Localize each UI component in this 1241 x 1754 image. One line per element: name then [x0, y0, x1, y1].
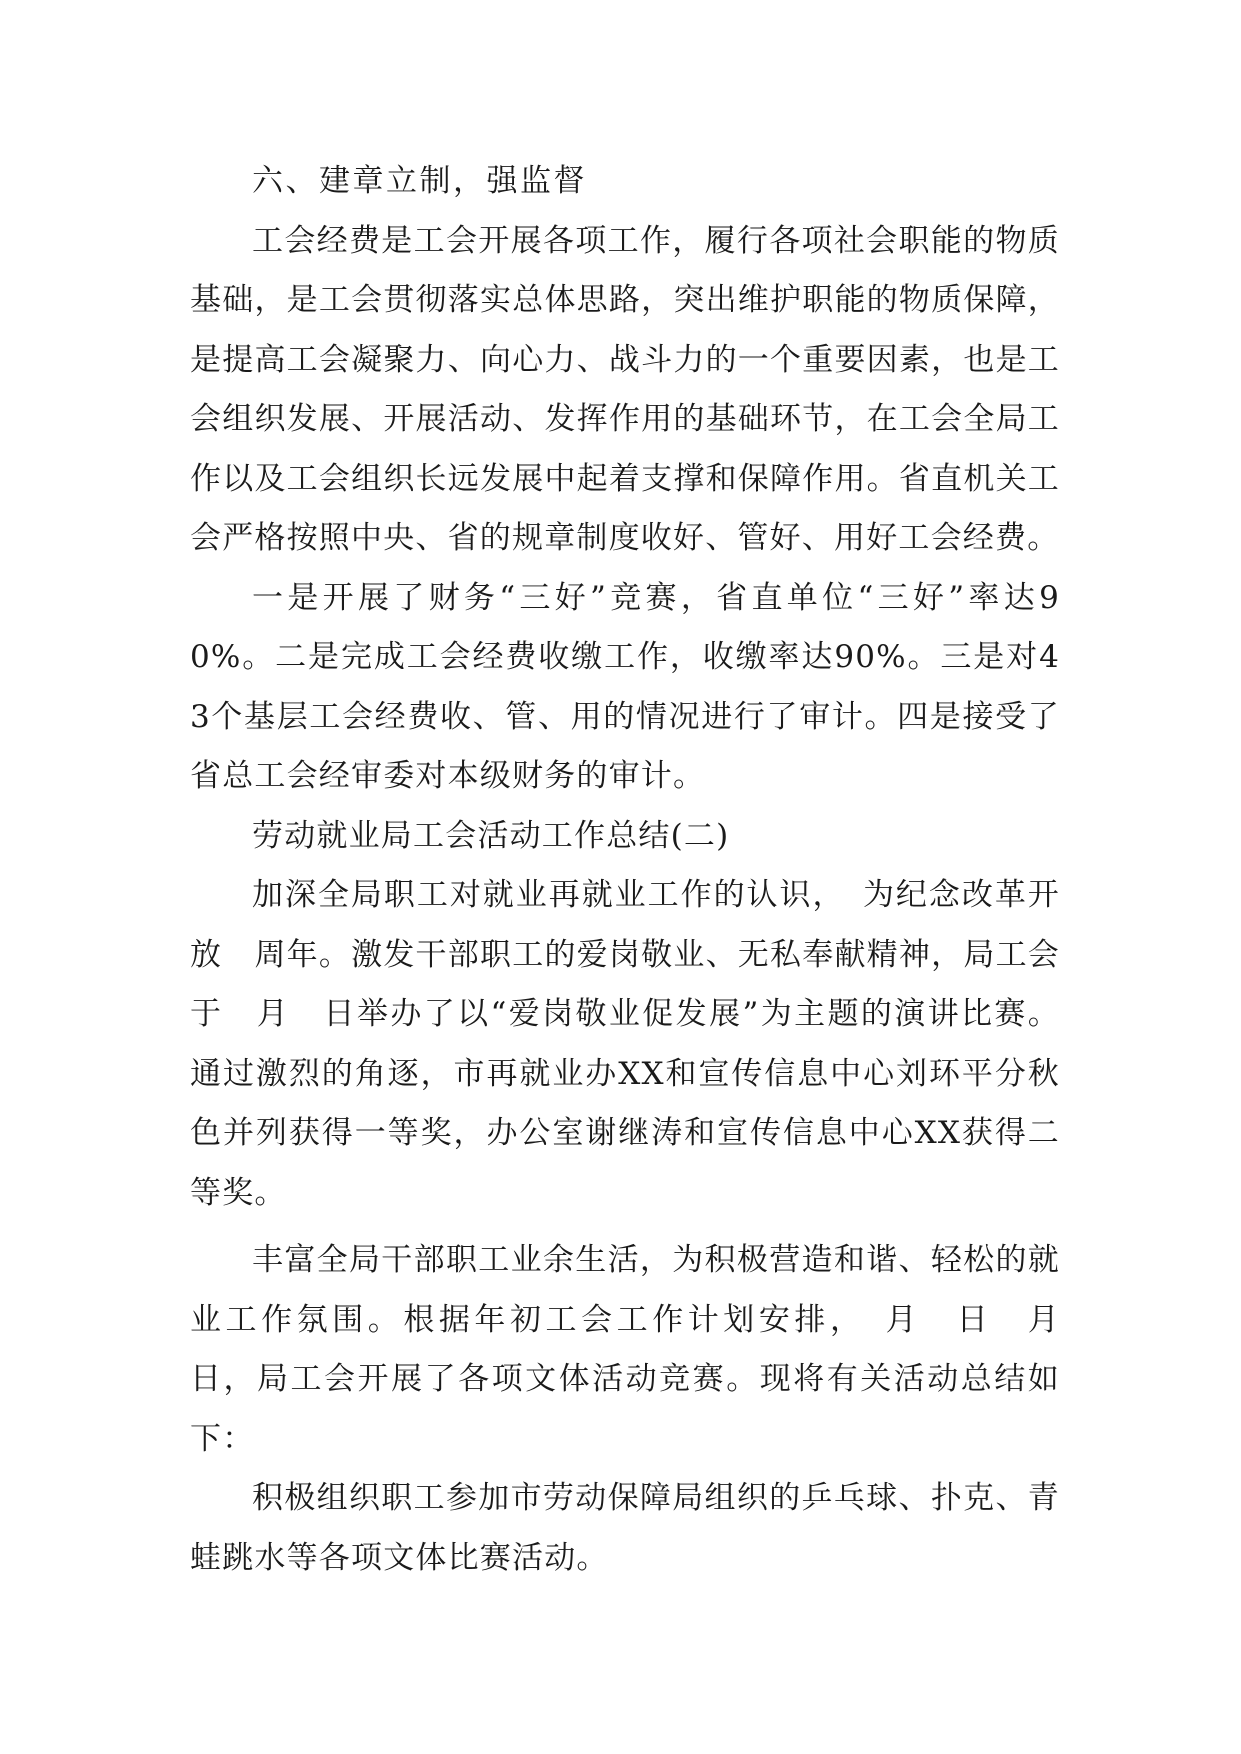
paragraph-fund-results: 一是开展了财务“三好”竞赛，省直单位“三好”率达90%。二是完成工会经费收缴工作，收缴率达90%。三是对43个基层工会经费收、管、用的情况进行了审计。四是接受了省总工会经审委对本级财务的审计。	[190, 579, 1060, 794]
paragraph-sports-events: 积极组织职工参加市劳动保障局组织的乒乓球、扑克、青蛙跳水等各项文体比赛活动。	[190, 1480, 1060, 1576]
document-subtitle: 劳动就业局工会活动工作总结(二)	[252, 817, 730, 854]
document-body	[190, 152, 1093, 1588]
paragraph-cultural-activities: 丰富全局干部职工业余生活，为积极营造和谐、轻松的就业工作氛围。根据年初工会工作计划安排， 月 日 月 日，局工会开展了各项文体活动竞赛。现将有关活动总结如下：	[190, 1242, 1093, 1457]
section-heading: 六、建章立制，强监督	[252, 163, 587, 199]
paragraph-fund-intro: 工会经费是工会开展各项工作，履行各项社会职能的物质基础，是工会贯彻落实总体思路，突出维护职能的物质保障，是提高工会凝聚力、向心力、战斗力的一个重要因素，也是工会组织发展、开展活动、发挥作用的基础环节，在工会全局工作以及工会组织长远发展中起着支撑和保障作用。省直机关工会严格按照中央、省的规章制度收好、管好、用好工会经费。	[190, 222, 1060, 556]
paragraph-speech-contest: 加深全局职工对就业再就业工作的认识， 为纪念改革开放 周年。激发干部职工的爱岗敬业、无私奉献精神，局工会于 月 日举办了以“爱岗敬业促发展”为主题的演讲比赛。通过激烈的角逐，市再就业办XX和宣传信息中心刘环平分秋色并列获得一等奖，办公室谢继涛和宣传信息中心XX获得二等奖。	[190, 877, 1060, 1211]
